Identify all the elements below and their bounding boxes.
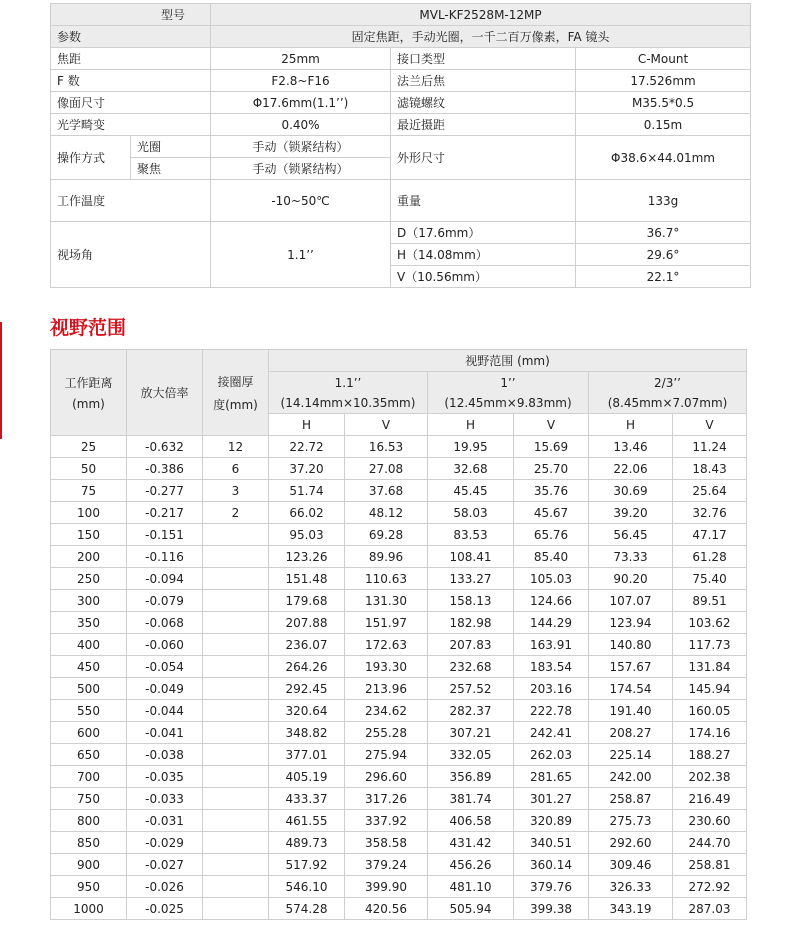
h-cell: 517.92 (269, 854, 345, 876)
h-cell: 158.13 (428, 590, 514, 612)
h-cell: 343.19 (589, 898, 673, 920)
h-cell: 264.26 (269, 656, 345, 678)
wd-cell: 700 (51, 766, 127, 788)
v-cell: 110.63 (345, 568, 428, 590)
dimension-value: Φ38.6×44.01mm (576, 136, 751, 180)
ring-cell (203, 546, 269, 568)
h-cell: 356.89 (428, 766, 514, 788)
mag-cell: -0.068 (127, 612, 203, 634)
v-cell: 47.17 (673, 524, 747, 546)
wd-cell: 100 (51, 502, 127, 524)
v-cell: 258.81 (673, 854, 747, 876)
ring-cell (203, 634, 269, 656)
h-cell: 232.68 (428, 656, 514, 678)
mount-label: 接口类型 (391, 48, 576, 70)
v-cell: 222.78 (514, 700, 589, 722)
v-cell: 301.27 (514, 788, 589, 810)
h-cell: 37.20 (269, 458, 345, 480)
focus-label: 聚焦 (131, 158, 211, 180)
v-cell: 32.76 (673, 502, 747, 524)
h-cell: 225.14 (589, 744, 673, 766)
iris-value: 手动（锁紧结构） (211, 136, 391, 158)
mag-cell: -0.079 (127, 590, 203, 612)
mag-cell: -0.049 (127, 678, 203, 700)
wd-cell: 900 (51, 854, 127, 876)
sensor-header-1 (269, 372, 428, 414)
h-cell: 381.74 (428, 788, 514, 810)
wd-cell: 75 (51, 480, 127, 502)
v-cell: 61.28 (673, 546, 747, 568)
mount-value: C-Mount (576, 48, 751, 70)
h-cell: 207.88 (269, 612, 345, 634)
model-label-cell (51, 4, 211, 26)
h-cell: 456.26 (428, 854, 514, 876)
h-cell: 123.26 (269, 546, 345, 568)
h-cell: 95.03 (269, 524, 345, 546)
v-cell: 85.40 (514, 546, 589, 568)
v-cell: 399.90 (345, 876, 428, 898)
h-cell: 39.20 (589, 502, 673, 524)
h-cell: 257.52 (428, 678, 514, 700)
fov-h-value: 29.6° (576, 244, 751, 266)
h-cell: 140.80 (589, 634, 673, 656)
params-label: 参数 (51, 26, 211, 48)
h-cell: 13.46 (589, 436, 673, 458)
table-row (51, 546, 747, 568)
mag-cell: -0.632 (127, 436, 203, 458)
h-cell: 320.64 (269, 700, 345, 722)
ring-cell (203, 568, 269, 590)
h-cell: 377.01 (269, 744, 345, 766)
wd-cell: 950 (51, 876, 127, 898)
sensor-dims: (12.45mm×9.83mm) (444, 395, 572, 410)
h-cell: 191.40 (589, 700, 673, 722)
h-cell: 83.53 (428, 524, 514, 546)
v-cell: 183.54 (514, 656, 589, 678)
v-cell: 379.24 (345, 854, 428, 876)
mag-cell: -0.044 (127, 700, 203, 722)
sensor-size: 1.1’’ (334, 375, 362, 390)
params-value: 固定焦距，手动光圈，一千二百万像素，FA 镜头 (211, 26, 751, 48)
filter-value: M35.5*0.5 (576, 92, 751, 114)
wd-cell: 850 (51, 832, 127, 854)
mag-cell: -0.033 (127, 788, 203, 810)
v-cell: 337.92 (345, 810, 428, 832)
ring-cell (203, 788, 269, 810)
wd-cell: 750 (51, 788, 127, 810)
mag-cell: -0.025 (127, 898, 203, 920)
h-cell: 73.33 (589, 546, 673, 568)
v-cell: 16.53 (345, 436, 428, 458)
table-row (51, 502, 747, 524)
h-cell: 326.33 (589, 876, 673, 898)
distortion-label: 光学畸变 (51, 114, 211, 136)
v-cell: 244.70 (673, 832, 747, 854)
table-row (51, 854, 747, 876)
v-cell: 25.64 (673, 480, 747, 502)
sensor-size: 2/3’’ (654, 375, 681, 390)
table-row (51, 810, 747, 832)
fov-angle-value: 1.1’’ (211, 222, 391, 288)
fov-angle-label: 视场角 (51, 222, 211, 288)
mod-value: 0.15m (576, 114, 751, 136)
mag-cell: -0.038 (127, 744, 203, 766)
wd-cell: 350 (51, 612, 127, 634)
h-cell: 58.03 (428, 502, 514, 524)
ring-cell: 6 (203, 458, 269, 480)
ring-cell (203, 656, 269, 678)
v-cell: 15.69 (514, 436, 589, 458)
v-cell: 420.56 (345, 898, 428, 920)
ring-cell: 2 (203, 502, 269, 524)
v-cell: 18.43 (673, 458, 747, 480)
ring-cell: 12 (203, 436, 269, 458)
wd-cell: 450 (51, 656, 127, 678)
h-cell: 309.46 (589, 854, 673, 876)
wd-cell: 1000 (51, 898, 127, 920)
sensor-size: 1’’ (500, 375, 516, 390)
v-cell: 320.89 (514, 810, 589, 832)
ring-cell (203, 700, 269, 722)
h-cell: 207.83 (428, 634, 514, 656)
wd-cell: 800 (51, 810, 127, 832)
ring-cell (203, 678, 269, 700)
side-marker (0, 322, 2, 439)
mag-cell: -0.027 (127, 854, 203, 876)
fov-d-label: D（17.6mm） (391, 222, 576, 244)
mag-cell: -0.029 (127, 832, 203, 854)
image-size-value: Φ17.6mm(1.1’’) (211, 92, 391, 114)
h-cell: 282.37 (428, 700, 514, 722)
table-row (51, 590, 747, 612)
table-row (51, 612, 747, 634)
v-header: V (514, 414, 589, 436)
spec-table (50, 3, 751, 288)
h-cell: 19.95 (428, 436, 514, 458)
h-cell: 332.05 (428, 744, 514, 766)
mag-cell: -0.041 (127, 722, 203, 744)
v-cell: 202.38 (673, 766, 747, 788)
v-cell: 216.49 (673, 788, 747, 810)
fov-header: 视野范围 (mm) (269, 350, 747, 372)
flange-value: 17.526mm (576, 70, 751, 92)
h-cell: 242.00 (589, 766, 673, 788)
v-cell: 11.24 (673, 436, 747, 458)
h-cell: 275.73 (589, 810, 673, 832)
table-row (51, 722, 747, 744)
sensor-header-2 (428, 372, 589, 414)
h-cell: 461.55 (269, 810, 345, 832)
table-row (51, 568, 747, 590)
ring-cell (203, 766, 269, 788)
h-cell: 22.06 (589, 458, 673, 480)
h-cell: 546.10 (269, 876, 345, 898)
v-cell: 37.68 (345, 480, 428, 502)
ring-cell (203, 876, 269, 898)
h-cell: 433.37 (269, 788, 345, 810)
focus-value: 手动（锁紧结构） (211, 158, 391, 180)
v-cell: 151.97 (345, 612, 428, 634)
wd-cell: 250 (51, 568, 127, 590)
h-cell: 179.68 (269, 590, 345, 612)
fov-table (50, 349, 747, 920)
wd-header-text: 工作距离 (64, 376, 113, 390)
v-cell: 160.05 (673, 700, 747, 722)
flange-label: 法兰后焦 (391, 70, 576, 92)
operation-label: 操作方式 (51, 136, 131, 180)
focal-label: 焦距 (51, 48, 211, 70)
table-row (51, 744, 747, 766)
h-cell: 292.45 (269, 678, 345, 700)
v-cell: 193.30 (345, 656, 428, 678)
h-cell: 505.94 (428, 898, 514, 920)
ring-cell (203, 744, 269, 766)
image-size-label: 像面尺寸 (51, 92, 211, 114)
h-header: H (269, 414, 345, 436)
h-cell: 45.45 (428, 480, 514, 502)
ring-cell (203, 590, 269, 612)
h-cell: 258.87 (589, 788, 673, 810)
h-cell: 307.21 (428, 722, 514, 744)
v-cell: 358.58 (345, 832, 428, 854)
h-cell: 182.98 (428, 612, 514, 634)
fov-h-label: H（14.08mm） (391, 244, 576, 266)
sensor-header-3 (589, 372, 747, 414)
mag-cell: -0.094 (127, 568, 203, 590)
temp-label: 工作温度 (51, 180, 211, 222)
v-cell: 242.41 (514, 722, 589, 744)
mod-label: 最近摄距 (391, 114, 576, 136)
h-cell: 174.54 (589, 678, 673, 700)
v-cell: 230.60 (673, 810, 747, 832)
table-row (51, 634, 747, 656)
ring-cell (203, 524, 269, 546)
v-cell: 103.62 (673, 612, 747, 634)
mag-cell: -0.054 (127, 656, 203, 678)
wd-cell: 200 (51, 546, 127, 568)
v-cell: 69.28 (345, 524, 428, 546)
table-row (51, 766, 747, 788)
wd-cell: 600 (51, 722, 127, 744)
temp-value: -10~50℃ (211, 180, 391, 222)
v-cell: 25.70 (514, 458, 589, 480)
ring-cell (203, 810, 269, 832)
wd-cell: 400 (51, 634, 127, 656)
v-cell: 234.62 (345, 700, 428, 722)
weight-value: 133g (576, 180, 751, 222)
filter-label: 滤镜螺纹 (391, 92, 576, 114)
v-cell: 145.94 (673, 678, 747, 700)
v-cell: 317.26 (345, 788, 428, 810)
wd-cell: 650 (51, 744, 127, 766)
dimension-label: 外形尺寸 (391, 136, 576, 180)
f-value: F2.8~F16 (211, 70, 391, 92)
sensor-dims: (8.45mm×7.07mm) (607, 395, 728, 410)
ring-cell: 3 (203, 480, 269, 502)
mag-cell: -0.151 (127, 524, 203, 546)
weight-label: 重量 (391, 180, 576, 222)
fov-v-label: V（10.56mm） (391, 266, 576, 288)
wd-cell: 300 (51, 590, 127, 612)
v-cell: 360.14 (514, 854, 589, 876)
v-cell: 105.03 (514, 568, 589, 590)
wd-header-unit: (mm) (72, 397, 105, 411)
table-row (51, 480, 747, 502)
ring-cell (203, 612, 269, 634)
v-cell: 65.76 (514, 524, 589, 546)
v-cell: 340.51 (514, 832, 589, 854)
table-row (51, 524, 747, 546)
mag-cell: -0.116 (127, 546, 203, 568)
h-cell: 22.72 (269, 436, 345, 458)
h-header: H (428, 414, 514, 436)
ring-cell (203, 898, 269, 920)
v-cell: 188.27 (673, 744, 747, 766)
v-cell: 379.76 (514, 876, 589, 898)
v-cell: 255.28 (345, 722, 428, 744)
table-row (51, 876, 747, 898)
wd-cell: 500 (51, 678, 127, 700)
table-row (51, 832, 747, 854)
table-row (51, 656, 747, 678)
h-cell: 236.07 (269, 634, 345, 656)
ring-cell (203, 854, 269, 876)
h-cell: 66.02 (269, 502, 345, 524)
table-row (51, 678, 747, 700)
ring-header-unit: 度(mm) (213, 397, 258, 412)
v-cell: 275.94 (345, 744, 428, 766)
v-cell: 124.66 (514, 590, 589, 612)
v-cell: 163.91 (514, 634, 589, 656)
h-cell: 157.67 (589, 656, 673, 678)
table-row (51, 436, 747, 458)
h-cell: 51.74 (269, 480, 345, 502)
ring-cell (203, 832, 269, 854)
table-row (51, 700, 747, 722)
v-cell: 131.30 (345, 590, 428, 612)
mag-header: 放大倍率 (127, 350, 203, 436)
v-cell: 45.67 (514, 502, 589, 524)
table-row (51, 458, 747, 480)
h-cell: 107.07 (589, 590, 673, 612)
h-cell: 32.68 (428, 458, 514, 480)
fov-table-body (51, 436, 747, 920)
ring-cell (203, 722, 269, 744)
v-cell: 272.92 (673, 876, 747, 898)
table-row (51, 898, 747, 920)
wd-cell: 25 (51, 436, 127, 458)
v-cell: 89.51 (673, 590, 747, 612)
mag-cell: -0.386 (127, 458, 203, 480)
distortion-value: 0.40% (211, 114, 391, 136)
h-cell: 133.27 (428, 568, 514, 590)
h-cell: 574.28 (269, 898, 345, 920)
v-cell: 35.76 (514, 480, 589, 502)
v-cell: 27.08 (345, 458, 428, 480)
ring-header-text: 接圈厚 (217, 374, 254, 389)
ring-header (203, 350, 269, 436)
v-header: V (345, 414, 428, 436)
wd-cell: 550 (51, 700, 127, 722)
h-cell: 431.42 (428, 832, 514, 854)
fov-section-title: 视野范围 (50, 317, 127, 339)
v-cell: 117.73 (673, 634, 747, 656)
h-cell: 56.45 (589, 524, 673, 546)
fov-v-value: 22.1° (576, 266, 751, 288)
h-cell: 406.58 (428, 810, 514, 832)
v-cell: 203.16 (514, 678, 589, 700)
v-cell: 144.29 (514, 612, 589, 634)
wd-cell: 50 (51, 458, 127, 480)
wd-header (51, 350, 127, 436)
h-cell: 405.19 (269, 766, 345, 788)
wd-cell: 150 (51, 524, 127, 546)
h-header: H (589, 414, 673, 436)
iris-label: 光圈 (131, 136, 211, 158)
v-cell: 399.38 (514, 898, 589, 920)
v-cell: 281.65 (514, 766, 589, 788)
mag-cell: -0.060 (127, 634, 203, 656)
v-cell: 296.60 (345, 766, 428, 788)
v-cell: 262.03 (514, 744, 589, 766)
h-cell: 208.27 (589, 722, 673, 744)
sensor-dims: (14.14mm×10.35mm) (280, 395, 416, 410)
v-cell: 174.16 (673, 722, 747, 744)
table-row (51, 788, 747, 810)
f-label: F 数 (51, 70, 211, 92)
mag-cell: -0.277 (127, 480, 203, 502)
h-cell: 489.73 (269, 832, 345, 854)
v-cell: 213.96 (345, 678, 428, 700)
v-header: V (673, 414, 747, 436)
v-cell: 131.84 (673, 656, 747, 678)
h-cell: 292.60 (589, 832, 673, 854)
v-cell: 48.12 (345, 502, 428, 524)
v-cell: 287.03 (673, 898, 747, 920)
h-cell: 151.48 (269, 568, 345, 590)
h-cell: 30.69 (589, 480, 673, 502)
model-value: MVL-KF2528M-12MP (211, 4, 751, 26)
v-cell: 75.40 (673, 568, 747, 590)
mag-cell: -0.035 (127, 766, 203, 788)
h-cell: 348.82 (269, 722, 345, 744)
mag-cell: -0.026 (127, 876, 203, 898)
fov-d-value: 36.7° (576, 222, 751, 244)
v-cell: 89.96 (345, 546, 428, 568)
h-cell: 90.20 (589, 568, 673, 590)
focal-value: 25mm (211, 48, 391, 70)
v-cell: 172.63 (345, 634, 428, 656)
model-label: 型号 (161, 8, 186, 22)
mag-cell: -0.217 (127, 502, 203, 524)
mag-cell: -0.031 (127, 810, 203, 832)
h-cell: 108.41 (428, 546, 514, 568)
h-cell: 123.94 (589, 612, 673, 634)
h-cell: 481.10 (428, 876, 514, 898)
